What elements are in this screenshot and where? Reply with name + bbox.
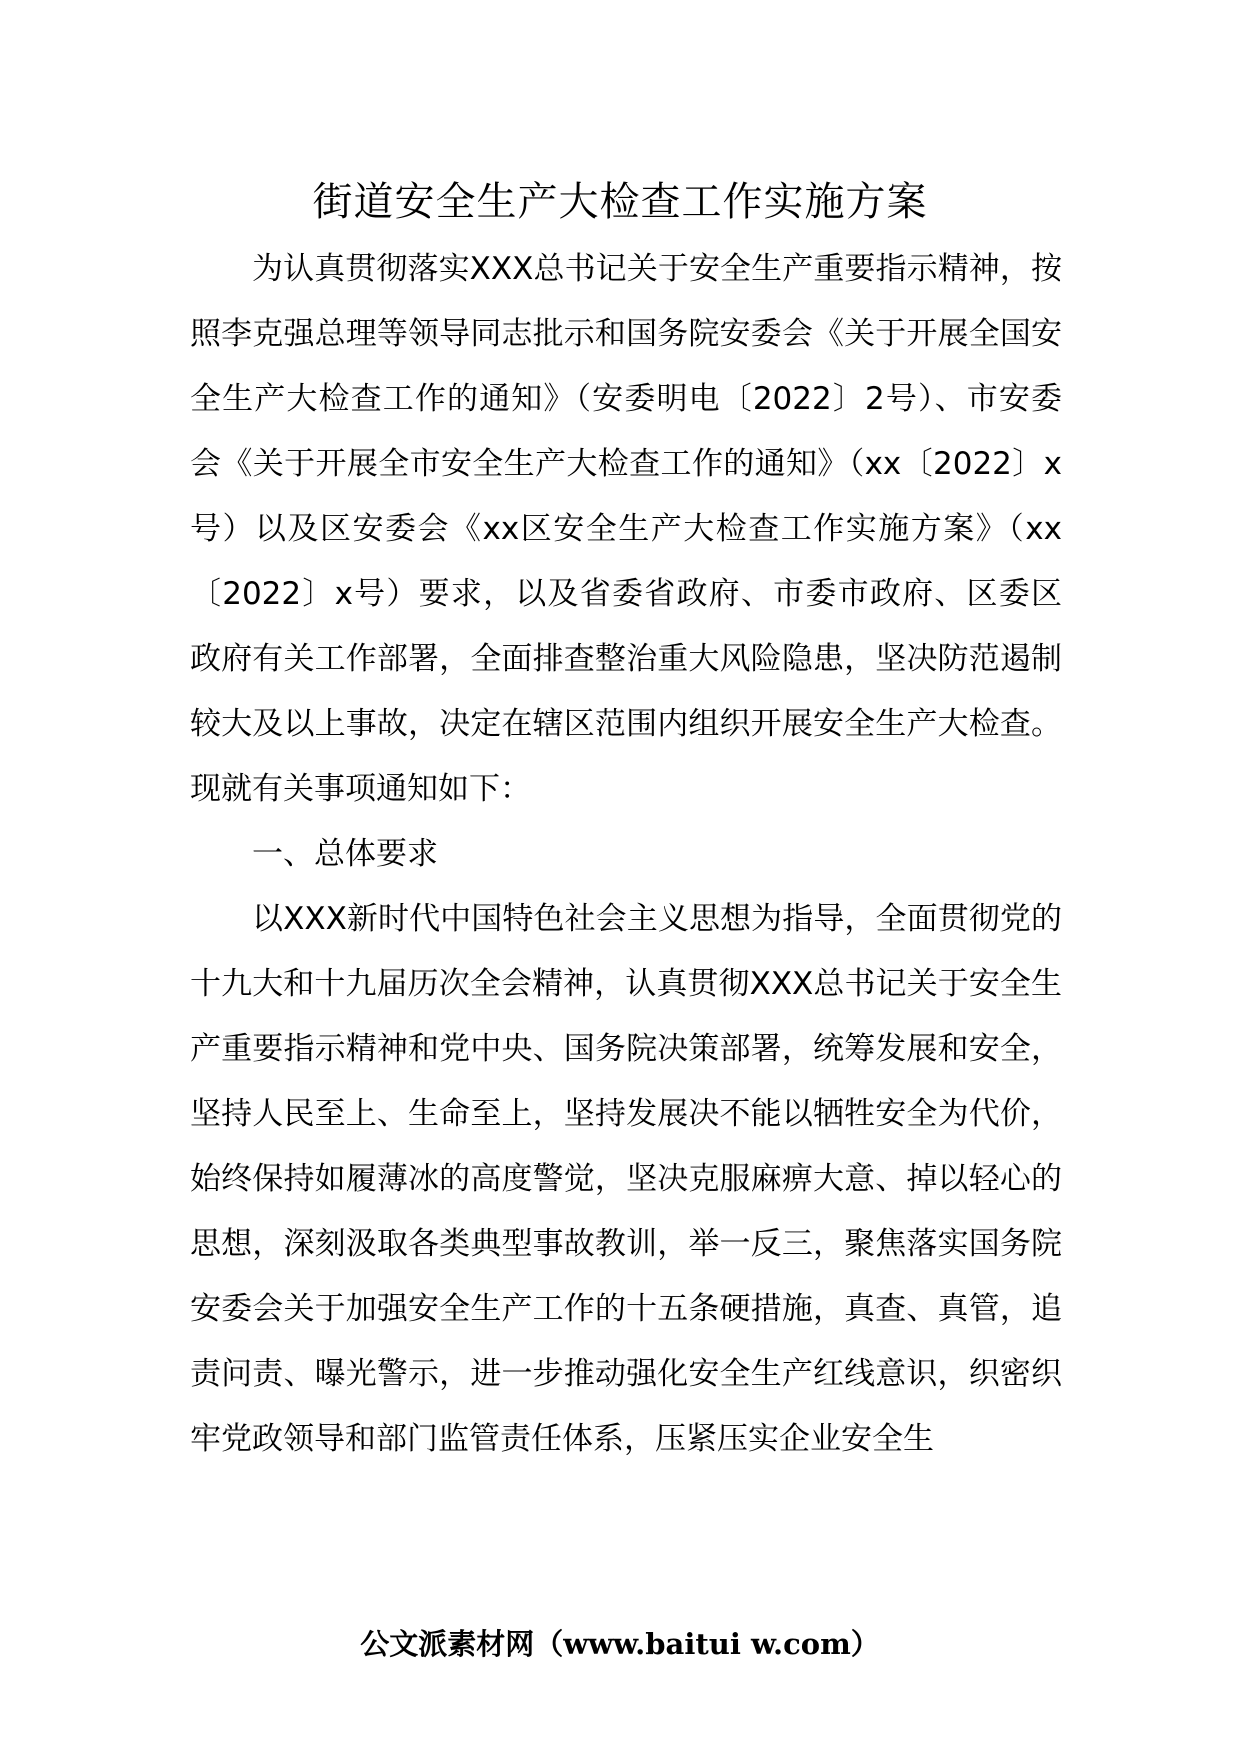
paragraph-general-requirements: 以XXX新时代中国特色社会主义思想为指导，全面贯彻党的十九大和十九届历次全会精神，认真贯彻XXX总书记关于安全生产重要指示精神和党中央、国务院决策部署，统筹发展和安全，坚持人民至上、生命至上，坚持发展决不能以牺牲安全为代价，始终保持如履薄冰的高度警觉，坚决克服麻痹大意、掉以轻心的思想，深刻汲取各类典型事故教训，举一反三，聚焦落实国务院安委会关于加强安全生产工作的十五条硬措施，真查、真管，追责问责、曝光警示，进一步推动强化安全生产红线意识，织密织牢党政领导和部门监管责任体系，压紧压实企业安全生 [190, 901, 1062, 1457]
section-heading-general-requirements: 一、总体要求 [252, 836, 438, 872]
document-body [190, 237, 1062, 1472]
paragraph-intro: 为认真贯彻落实XXX总书记关于安全生产重要指示精神，按照李克强总理等领导同志批示和国务院安委会《关于开展全国安全生产大检查工作的通知》（安委明电〔2022〕2号）、市安委会《关于开展全市安全生产大检查工作的通知》（xx〔2022〕x号）以及区安委会《xx区安全生产大检查工作实施方案》（xx〔2022〕x号）要求，以及省委省政府、市委市政府、区委区政府有关工作部署，全面排查整治重大风险隐患，坚决防范遏制较大及以上事故，决定在辖区范围内组织开展安全生产大检查。现就有关事项通知如下： [190, 251, 1062, 807]
footer-source: 公文派素材网（www.baitui w.com） [360, 1627, 880, 1661]
document-title: 街道安全生产大检查工作实施方案 [312, 179, 928, 225]
